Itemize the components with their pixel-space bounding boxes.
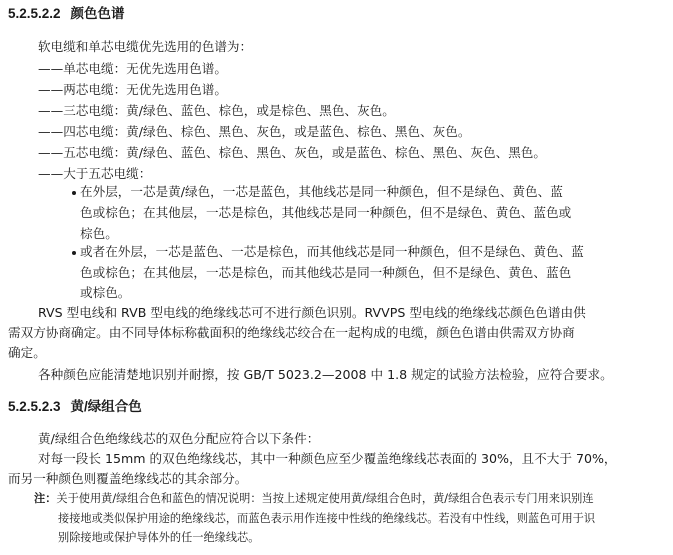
note-line	[34, 491, 594, 507]
paragraph-line: 确定。	[8, 345, 46, 360]
section-title: 颜色色谱	[70, 6, 125, 21]
bullet-icon	[72, 251, 76, 255]
note-label: 注：	[34, 492, 57, 505]
list-item: ——四芯电缆：黄/绿色、棕色、黑色、灰色，或是蓝色、棕色、黑色、灰色。	[38, 124, 471, 139]
paragraph-line: 各种颜色应能清楚地识别并耐擦，按 GB/T 5023.2—2008 中 1.8 规定的试验方法检验，应符合要求。	[38, 367, 613, 382]
list-item: ——单芯电缆：无优先选用色谱。	[38, 61, 227, 76]
bullet-line: 在外层，一芯是黄/绿色，一芯是蓝色，其他线芯是同一种颜色，但不是绿色、黄色、蓝	[80, 184, 563, 199]
paragraph-line: 黄/绿组合色绝缘线芯的双色分配应符合以下条件：	[38, 431, 320, 446]
note-line: 别除接地或保护导体外的任一绝缘线芯。	[58, 531, 260, 544]
bullet-line: 或者在外层，一芯是蓝色、一芯是棕色，而其他线芯是同一种颜色，但不是绿色、黄色、蓝	[80, 244, 584, 259]
paragraph-line: 对每一段长 15mm 的双色绝缘线芯，其中一种颜色应至少覆盖绝缘线芯表面的 30%，且不大于 70%，	[38, 451, 617, 466]
bullet-line: 或棕色。	[80, 285, 131, 300]
list-item: ——大于五芯电缆：	[38, 166, 152, 181]
paragraph-line: 软电缆和单芯电缆优先选用的色谱为：	[38, 39, 253, 54]
paragraph-line: RVS 型电线和 RVB 型电线的绝缘线芯可不进行颜色识别。RVVPS 型电线的绝缘线芯颜色色谱由供	[38, 305, 586, 320]
section-number: 5.2.5.2.2	[8, 6, 61, 21]
section-title: 黄/绿组合色	[70, 399, 142, 414]
note-text: 关于使用黄/绿组合色和蓝色的情况说明：当按上述规定使用黄/绿组合色时，黄/绿组合色表示专门用来识别连	[56, 492, 594, 505]
note-line: 接接地或类似保护用途的绝缘线芯，而蓝色表示用作连接中性线的绝缘线芯。若没有中性线，则蓝色可用于识	[58, 512, 596, 525]
section-number: 5.2.5.2.3	[8, 399, 61, 414]
section-heading-color-spectrum	[8, 5, 125, 23]
list-item: ——两芯电缆：无优先选用色谱。	[38, 82, 227, 97]
list-item: ——五芯电缆：黄/绿色、蓝色、棕色、黑色、灰色，或是蓝色、棕色、黑色、灰色、黑色。	[38, 145, 546, 160]
list-item: ——三芯电缆：黄/绿色、蓝色、棕色，或是棕色、黑色、灰色。	[38, 103, 395, 118]
paragraph-line: 需双方协商确定。由不同导体标称截面积的绝缘线芯绞合在一起构成的电缆，颜色色谱由供需双方协商	[8, 325, 575, 340]
bullet-line: 棕色。	[80, 226, 118, 241]
bullet-icon	[72, 191, 76, 195]
section-heading-yellow-green	[8, 398, 142, 416]
bullet-line: 色或棕色；在其他层，一芯是棕色，而其他线芯是同一种颜色，但不是绿色、黄色、蓝色	[80, 265, 572, 280]
paragraph-line: 而另一种颜色则覆盖绝缘线芯的其余部分。	[8, 471, 248, 486]
bullet-line: 色或棕色；在其他层，一芯是棕色，其他线芯是同一种颜色，但不是绿色、黄色、蓝色或	[80, 205, 572, 220]
